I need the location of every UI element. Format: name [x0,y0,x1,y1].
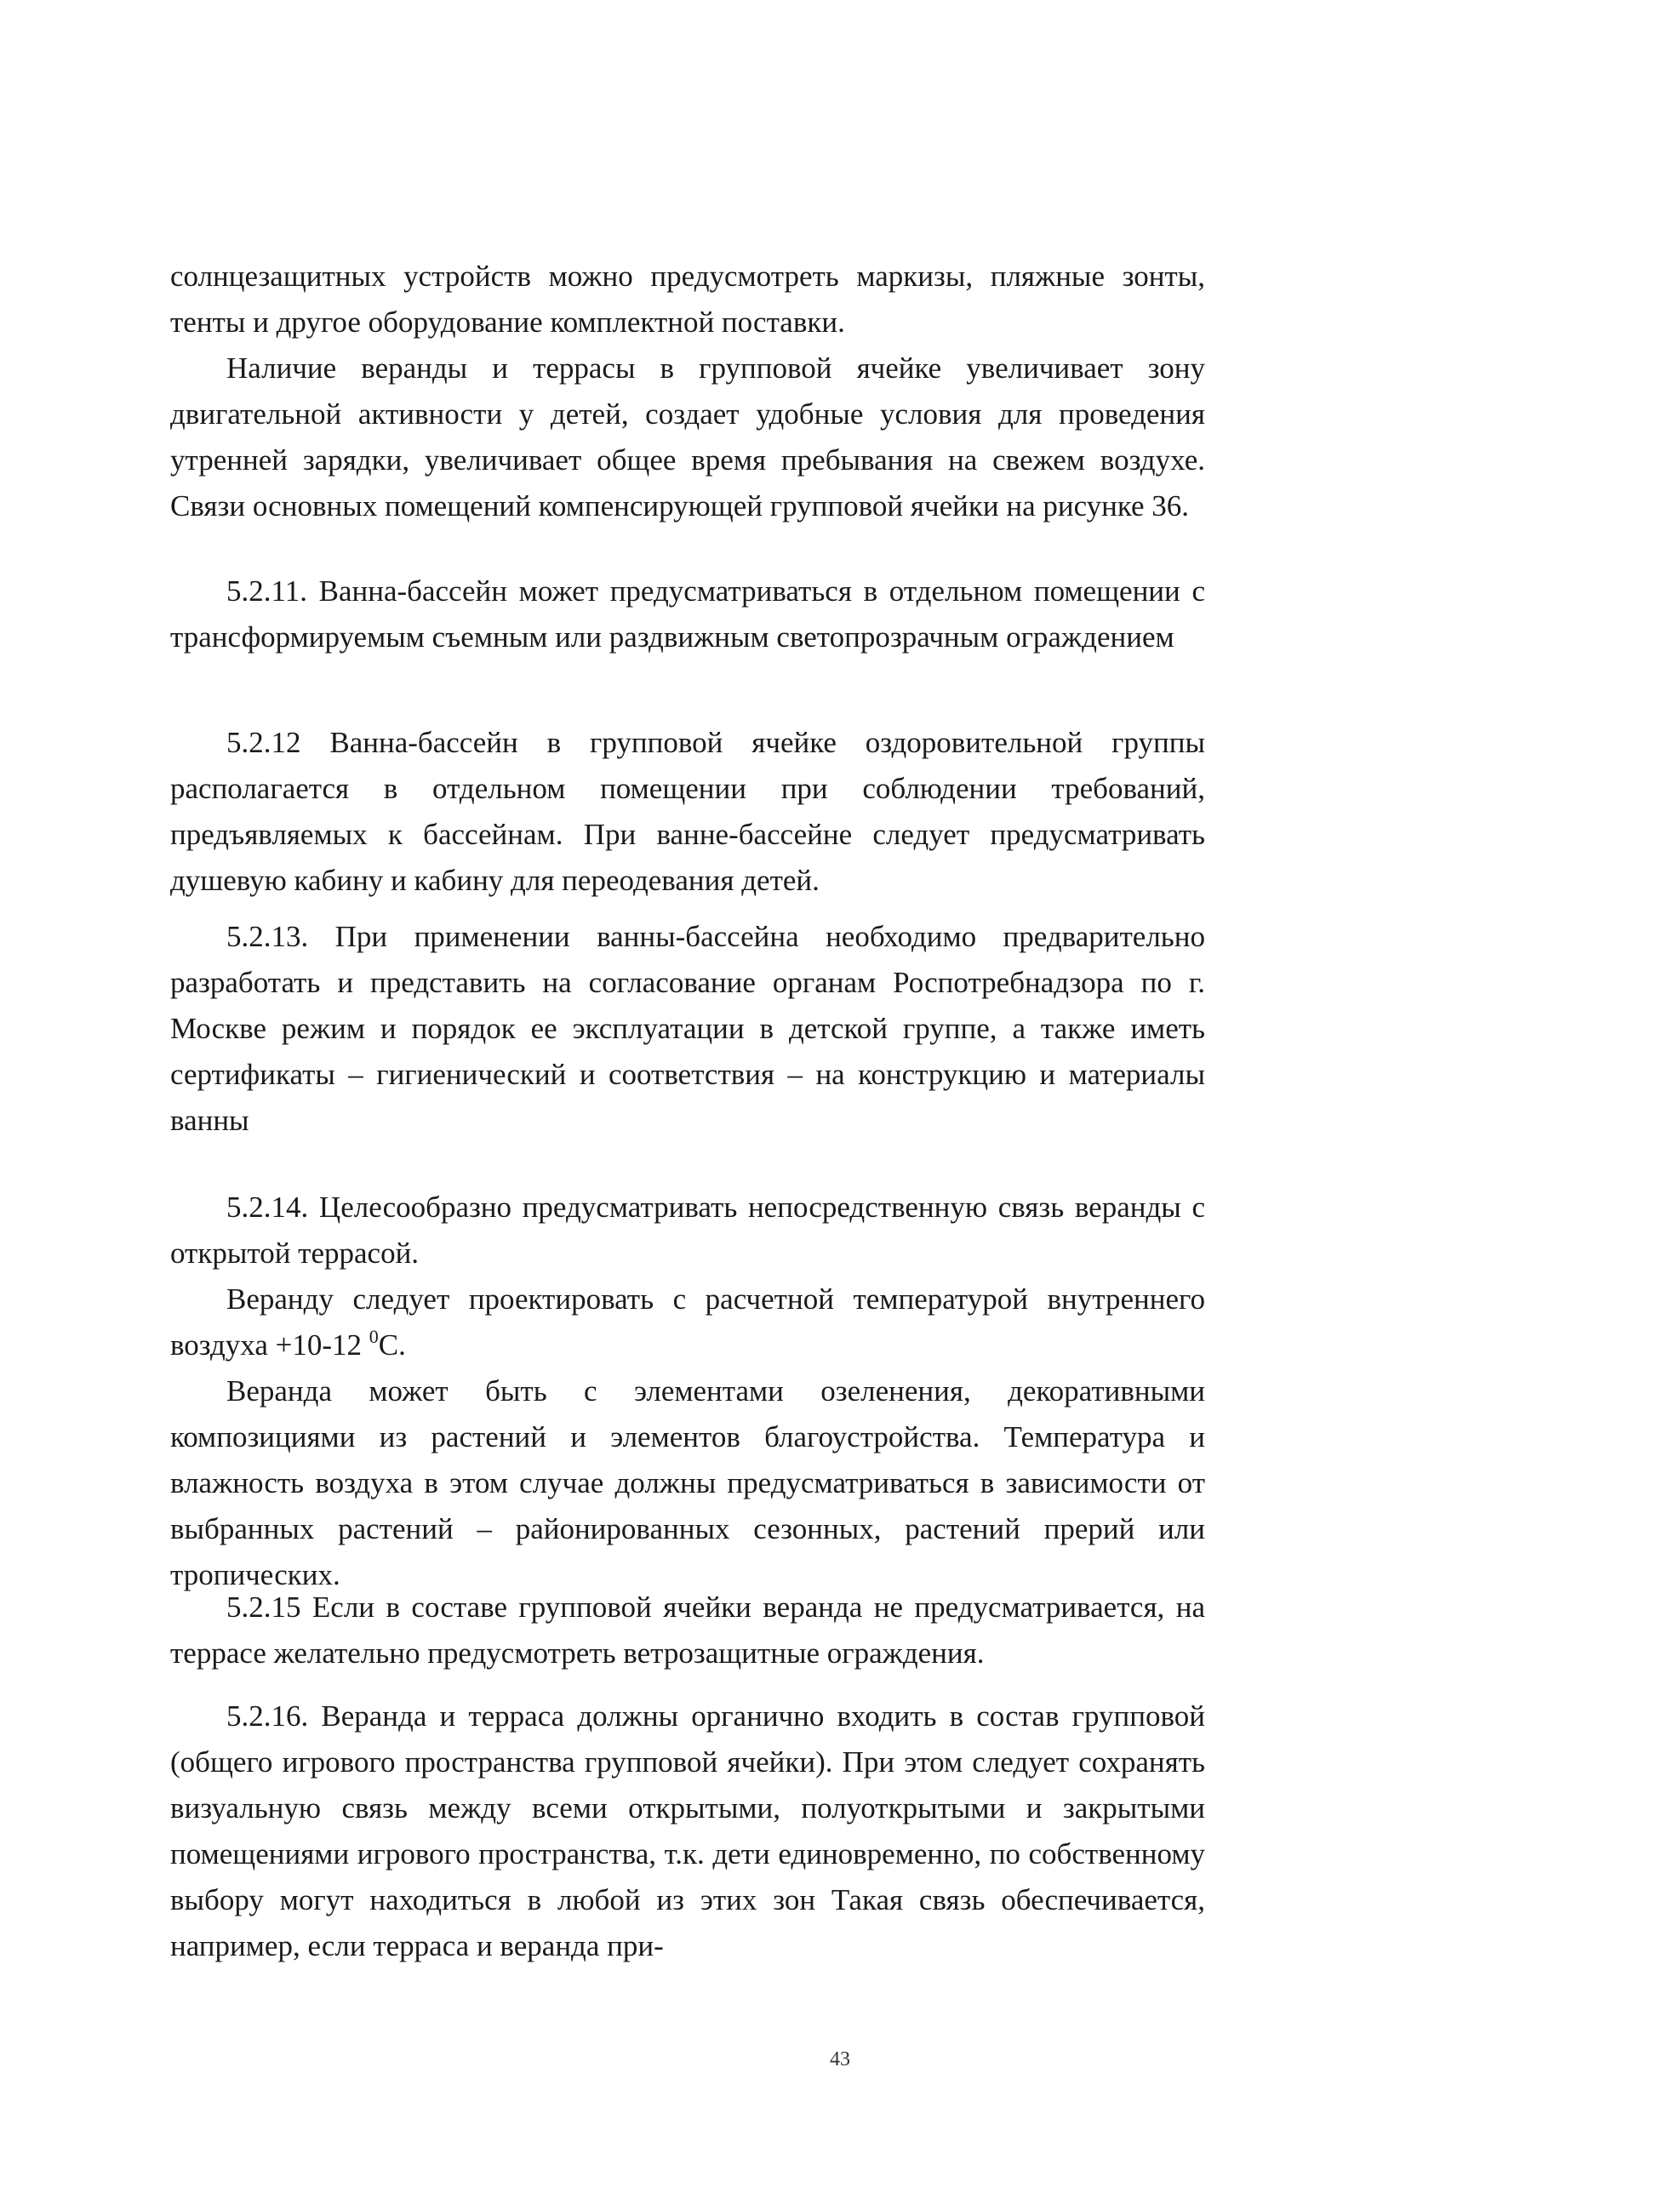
text-block-intro [170,254,1205,529]
paragraph-5-2-13: 5.2.13. При применении ванны-бассейна необходимо предварительно разработать и представить на согласование органам Роспотребнадзора по г. Москве режим и порядок ее эксплуатации в детской группе, а также иметь сертификаты – гигиенический и соответствия – на конструкцию и материалы ванны [170,920,1205,1137]
text-block-5-2-15 [170,1585,1205,1676]
text-block-5-2-12 [170,720,1205,904]
text-block-5-2-14 [170,1185,1205,1598]
temperature-unit: С. [378,1328,406,1362]
text-block-5-2-13 [170,914,1205,1144]
paragraph-veranda-terrace: Наличие веранды и террасы в групповой ячейке увеличивает зону двигательной активности у детей, создает удобные условия для проведения утренней зарядки, увеличивает общее время пребывания на свежем воздухе. Связи основных помещений компенсирующей групповой ячейки на рисунке 36. [170,351,1205,523]
text-block-5-2-11 [170,568,1205,660]
paragraph-continuation: солнцезащитных устройств можно предусмотреть маркизы, пляжные зонты, тенты и другое оборудование комплектной поставки. [170,260,1205,339]
paragraph-5-2-14: 5.2.14. Целесообразно предусматривать непосредственную связь веранды с открытой террасой. [170,1191,1205,1270]
paragraph-5-2-16: 5.2.16. Веранда и терраса должны органично входить в состав групповой (общего игрового пространства групповой ячейки). При этом следует сохранять визуальную связь между всеми открытыми, полуоткрытыми и закрытыми помещениями игрового пространства, т.к. дети единовременно, по собственному выбору могут находиться в любой из этих зон Такая связь обеспечивается, например, если терраса и веранда при- [170,1699,1205,1962]
text-block-5-2-16 [170,1693,1205,1969]
paragraph-veranda-greenery: Веранда может быть с элементами озеленения, декоративными композициями из растений и элементов благоустройства. Температура и влажность воздуха в этом случае должны предусматриваться в зависимости от выбранных растений – районированных сезонных, растений прерий или тропических. [170,1374,1205,1591]
page-number: 43 [830,2048,850,2070]
paragraph-veranda-temperature [170,1276,1205,1368]
paragraph-5-2-12: 5.2.12 Ванна-бассейн в групповой ячейке оздоровительной группы располагается в отдельном помещении при соблюдении требований, предъявляемых к бассейнам. При ванне-бассейне следует предусматривать душевую кабину и кабину для переодевания детей. [170,726,1205,897]
paragraph-5-2-15: 5.2.15 Если в составе групповой ячейки веранда не предусматривается, на террасе желательно предусмотреть ветрозащитные ограждения. [170,1590,1205,1670]
degree-superscript: 0 [369,1326,379,1347]
temperature-text: Веранду следует проектировать с расчетной температурой внутреннего воздуха +10-12 [170,1282,1205,1362]
paragraph-5-2-11: 5.2.11. Ванна-бассейн может предусматриваться в отдельном помещении с трансформируемым съемным или раздвижным светопрозрачным ограждением [170,574,1205,654]
